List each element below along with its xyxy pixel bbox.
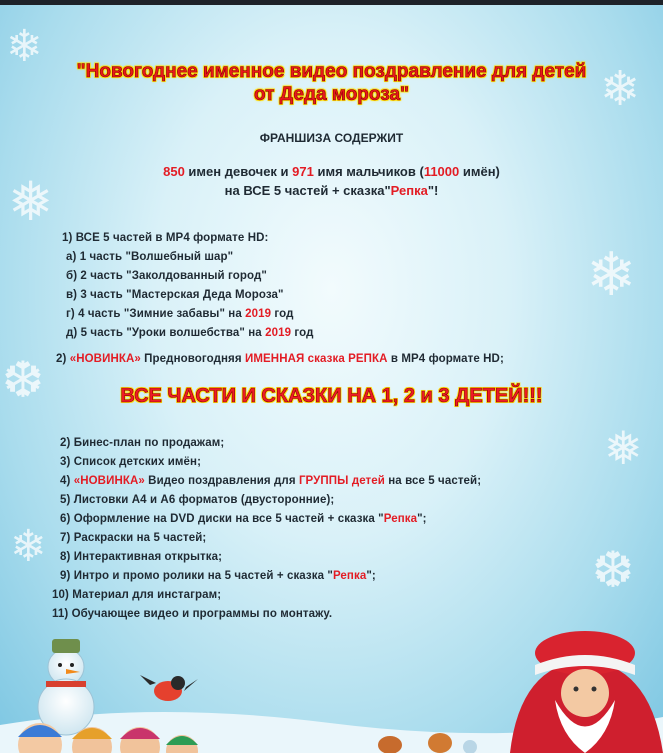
- list-item: 3) Список детских имён;: [60, 456, 201, 468]
- snowflake-icon: ❆: [592, 541, 634, 599]
- all-parts-banner: ВСЕ ЧАСТИ И СКАЗКИ НА 1, 2 и 3 ДЕТЕЙ!!!: [120, 385, 543, 407]
- cartoon-illustration: [0, 605, 663, 753]
- snowflake-icon: ❅: [8, 170, 54, 233]
- title-line-1: "Новогоднее именное видео поздравление для детей: [76, 61, 587, 82]
- bullfinch-icon: [140, 675, 198, 701]
- snowflake-icon: ❆: [2, 351, 44, 409]
- list-item: 8) Интерактивная открытка;: [60, 551, 223, 563]
- list-item: д) 5 часть "Уроки волшебства" на 2019 год: [66, 327, 314, 339]
- list-item: 7) Раскраски на 5 частей;: [60, 532, 207, 544]
- franchise-subtitle: ФРАНШИЗА СОДЕРЖИТ: [259, 131, 404, 145]
- snowflake-icon: ❄: [586, 240, 637, 310]
- list-item: а) 1 часть "Волшебный шар": [66, 251, 234, 263]
- list-item: 9) Интро и промо ролики на 5 частей + сказка "Репка";: [60, 570, 376, 582]
- snowman-icon: [38, 639, 94, 735]
- section-2-line: 2) «НОВИНКА» Предновогодняя ИМЕННАЯ сказка РЕПКА в МР4 формате HD;: [56, 353, 504, 365]
- ded-moroz-icon: [510, 631, 663, 753]
- list-item: г) 4 часть "Зимние забавы" на 2019 год: [66, 308, 294, 320]
- list-item: в) 3 часть "Мастерская Деда Мороза": [66, 289, 284, 301]
- summary-line-2: на ВСЕ 5 частей + сказка"Репка"!: [224, 183, 439, 198]
- section-1-header: 1) ВСЕ 5 частей в МР4 формате HD:: [62, 232, 269, 244]
- list-item: 6) Оформление на DVD диски на все 5 частей + сказка "Репка";: [60, 513, 427, 525]
- list-item: 2) Бинес-план по продажам;: [60, 437, 225, 449]
- flyer: [0, 5, 663, 753]
- title-line-2: от Деда мороза": [253, 84, 410, 105]
- snowflake-icon: ❅: [604, 421, 643, 475]
- list-item: 5) Листовки А4 и А6 форматов (двусторонние);: [60, 494, 335, 506]
- list-item: 10) Материал для инстаграм;: [52, 589, 222, 601]
- snowflake-icon: ❄: [10, 521, 47, 572]
- summary-line-1: 850 имен девочек и 971 имя мальчиков (11000 имён): [163, 164, 500, 179]
- list-item: 11) Обучающее видео и программы по монтажу.: [52, 608, 333, 620]
- list-item: б) 2 часть "Заколдованный город": [66, 270, 267, 282]
- snowflake-icon: ❄: [600, 61, 641, 117]
- list-item: 4) «НОВИНКА» Видео поздравления для ГРУППЫ детей на все 5 частей;: [60, 475, 482, 487]
- snowflake-icon: ❄: [6, 21, 43, 72]
